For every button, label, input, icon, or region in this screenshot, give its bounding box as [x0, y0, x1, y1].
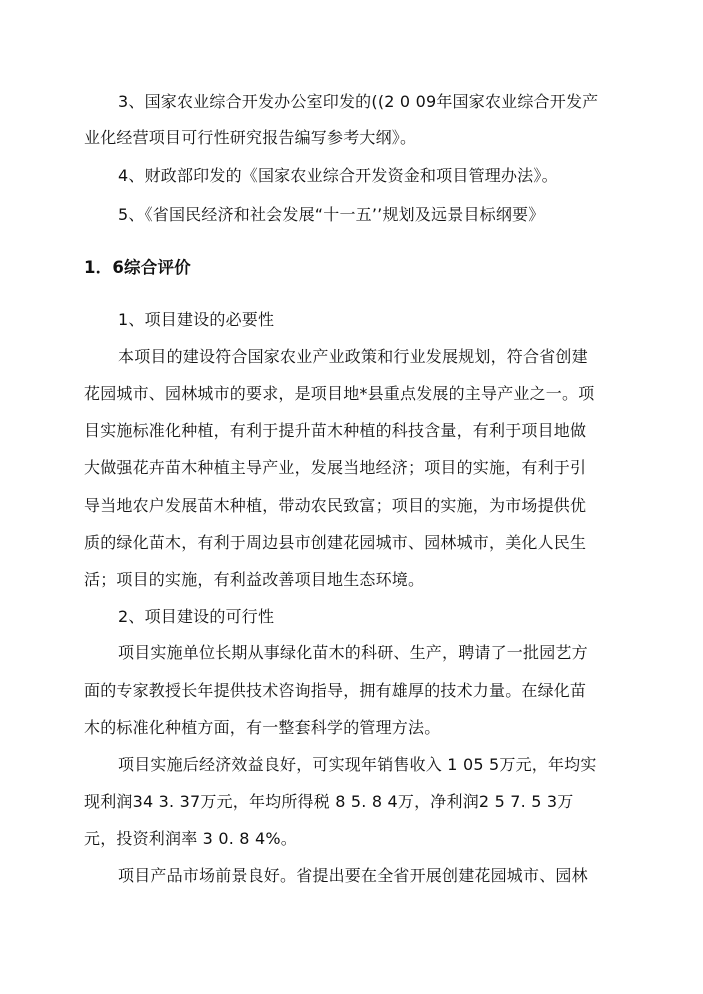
- necessity-line-3: 目实施标准化种植，有利于提升苗木种植的科技含量，有利于项目地做: [84, 421, 587, 440]
- feasibility-title: 2、项目建设的可行性: [118, 607, 275, 626]
- reference-3-line-1: 3、国家农业综合开发办公室印发的((2 0 09年国家农业综合开发产: [118, 92, 599, 111]
- necessity-line-6: 质的绿化苗木，有利于周边县市创建花园城市、园林城市，美化人民生: [84, 533, 587, 552]
- necessity-line-7: 活；项目的实施，有利益改善项目地生态环境。: [84, 570, 425, 589]
- necessity-line-1: 本项目的建设符合国家农业产业政策和行业发展规划，符合省创建: [118, 347, 588, 366]
- feasibility-para1-line-2: 面的专家教授长年提供技术咨询指导，拥有雄厚的技术力量。在绿化苗: [84, 681, 587, 700]
- feasibility-para2-line-1: 项目实施后经济效益良好，可实现年销售收入 1 05 5万元，年均实: [118, 755, 597, 774]
- necessity-line-5: 导当地农户发展苗木种植，带动农民致富；项目的实施，为市场提供优: [84, 496, 587, 515]
- feasibility-para2-line-2: 现利润34 3. 37万元，年均所得税 8 5. 8 4万，净利润2 5 7. 5 3万: [84, 792, 574, 811]
- reference-5: 5、《省国民经济和社会发展“十一五’’规划及远景目标纲要》: [118, 205, 545, 224]
- feasibility-para1-line-3: 木的标准化种植方面，有一整套科学的管理方法。: [84, 718, 441, 737]
- feasibility-para2-line-3: 元，投资利润率 3 0. 8 4%。: [84, 829, 297, 848]
- necessity-title: 1、项目建设的必要性: [118, 310, 275, 329]
- feasibility-para1-line-1: 项目实施单位长期从事绿化苗木的科研、生产，聘请了一批园艺方: [118, 643, 588, 662]
- necessity-line-4: 大做强花卉苗木种植主导产业，发展当地经济；项目的实施，有利于引: [84, 458, 587, 477]
- necessity-line-2: 花园城市、园林城市的要求，是项目地*县重点发展的主导产业之一。项: [84, 384, 595, 403]
- reference-3-line-2: 业化经营项目可行性研究报告编写参考大纲》。: [84, 128, 417, 147]
- section-heading: 1．6综合评价: [84, 258, 191, 277]
- feasibility-para3-line-1: 项目产品市场前景良好。省提出要在全省开展创建花园城市、园林: [118, 866, 588, 885]
- reference-4: 4、财政部印发的《国家农业综合开发资金和项目管理办法》。: [118, 166, 558, 185]
